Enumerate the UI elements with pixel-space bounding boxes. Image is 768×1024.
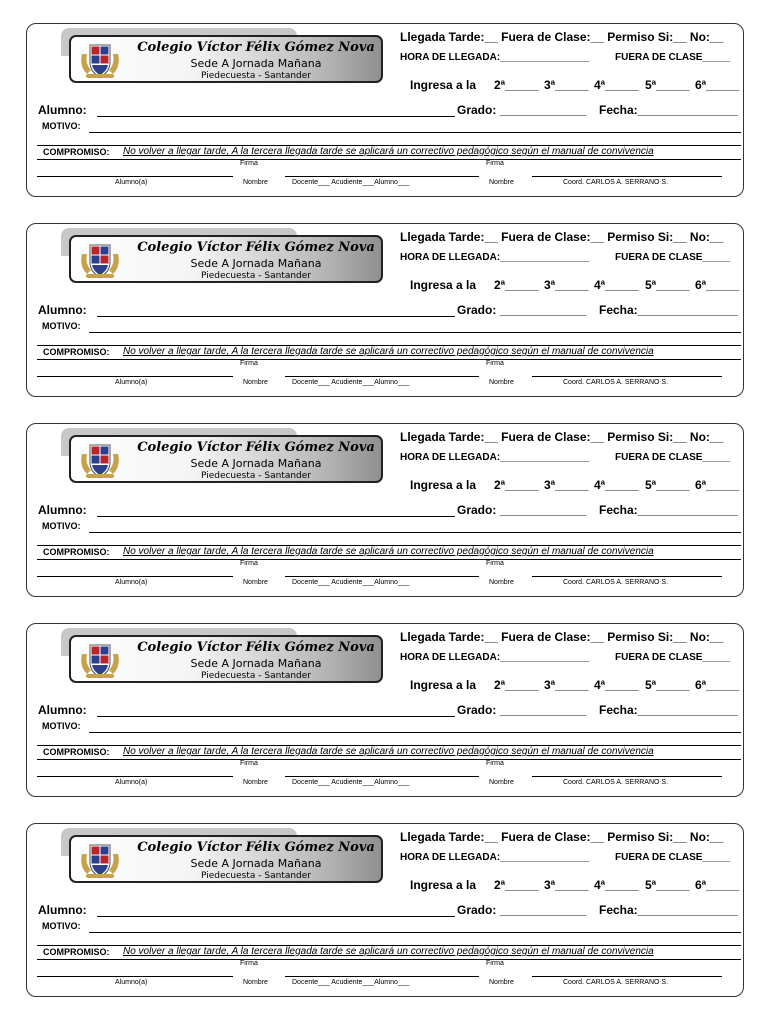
hora-llegada-field: HORA DE LLEGADA:________________ [400, 452, 590, 463]
period-2: 2ª_____ [494, 478, 539, 492]
alumno-name-line [97, 916, 455, 917]
docente-options: Docente___ Acudiente___Alumno___ [292, 979, 410, 986]
tardiness-slip [26, 823, 744, 997]
alumno-signature-label: Alumno(a) [115, 379, 148, 386]
status-options: Llegada Tarde:__ Fuera de Clase:__ Permiso Si:__ No:__ [400, 230, 724, 244]
fuera-de-clase-field: FUERA DE CLASE_____ [615, 852, 731, 863]
ingresa-label: Ingresa a la [410, 678, 477, 692]
school-header [69, 35, 383, 83]
coordinator-name: Coord. CARLOS A. SERRANO S. [563, 179, 669, 186]
fecha-field: Fecha:_______________ [599, 103, 738, 117]
coordinator-name: Coord. CARLOS A. SERRANO S. [563, 579, 669, 586]
motivo-label: MOTIVO: [42, 521, 81, 531]
period-2: 2ª_____ [494, 678, 539, 692]
firma-label-1: Firma [240, 560, 258, 567]
nombre-label-2: Nombre [489, 979, 514, 986]
motivo-line [89, 932, 741, 933]
nombre-label-1: Nombre [243, 179, 268, 186]
nombre-label-2: Nombre [489, 579, 514, 586]
ingresa-label: Ingresa a la [410, 278, 477, 292]
period-3: 3ª_____ [544, 78, 589, 92]
compromiso-label: COMPROMISO: [43, 547, 110, 557]
alumno-signature-label: Alumno(a) [115, 979, 148, 986]
fuera-de-clase-field: FUERA DE CLASE_____ [615, 452, 731, 463]
alumno-signature-line [37, 576, 233, 577]
period-6: 6ª_____ [695, 478, 740, 492]
fuera-de-clase-field: FUERA DE CLASE_____ [615, 652, 731, 663]
coord-signature-line [532, 176, 722, 177]
coordinator-name: Coord. CARLOS A. SERRANO S. [563, 379, 669, 386]
tardiness-slip [26, 423, 744, 597]
docente-options: Docente___ Acudiente___Alumno___ [292, 779, 410, 786]
nombre-label-2: Nombre [489, 779, 514, 786]
compromiso-line [37, 559, 741, 560]
school-name: Colegio Víctor Félix Gómez Nova [137, 440, 375, 455]
alumno-label: Alumno: [38, 703, 87, 717]
school-crest-icon [79, 640, 121, 680]
school-city: Piedecuesta - Santander [200, 671, 312, 681]
alumno-name-line [97, 316, 455, 317]
docente-options: Docente___ Acudiente___Alumno___ [292, 379, 410, 386]
alumno-signature-label: Alumno(a) [115, 579, 148, 586]
nombre-label-1: Nombre [243, 379, 268, 386]
status-options: Llegada Tarde:__ Fuera de Clase:__ Permiso Si:__ No:__ [400, 630, 724, 644]
period-4: 4ª_____ [594, 478, 639, 492]
alumno-name-line [97, 716, 455, 717]
school-sede: Sede A Jornada Mañana [190, 857, 322, 870]
school-city: Piedecuesta - Santander [200, 271, 312, 281]
period-6: 6ª_____ [695, 878, 740, 892]
school-crest-icon [79, 40, 121, 80]
compromiso-label: COMPROMISO: [43, 747, 110, 757]
period-4: 4ª_____ [594, 278, 639, 292]
motivo-line [89, 132, 741, 133]
grado-field: Grado: _____________ [457, 903, 587, 917]
coord-signature-line [532, 376, 722, 377]
fecha-field: Fecha:_______________ [599, 303, 738, 317]
alumno-label: Alumno: [38, 103, 87, 117]
docente-signature-line [285, 176, 479, 177]
period-5: 5ª_____ [645, 478, 690, 492]
school-header [69, 635, 383, 683]
period-3: 3ª_____ [544, 478, 589, 492]
firma-label-2: Firma [486, 960, 504, 967]
docente-options: Docente___ Acudiente___Alumno___ [292, 179, 410, 186]
docente-options: Docente___ Acudiente___Alumno___ [292, 579, 410, 586]
period-3: 3ª_____ [544, 678, 589, 692]
motivo-line [89, 532, 741, 533]
compromiso-line [37, 759, 741, 760]
firma-label-1: Firma [240, 360, 258, 367]
school-name: Colegio Víctor Félix Gómez Nova [137, 240, 375, 255]
motivo-label: MOTIVO: [42, 321, 81, 331]
school-sede: Sede A Jornada Mañana [190, 457, 322, 470]
coord-signature-line [532, 576, 722, 577]
school-header [69, 435, 383, 483]
ingresa-label: Ingresa a la [410, 478, 477, 492]
hora-llegada-field: HORA DE LLEGADA:________________ [400, 852, 590, 863]
period-3: 3ª_____ [544, 878, 589, 892]
school-name: Colegio Víctor Félix Gómez Nova [137, 40, 375, 55]
grado-field: Grado: _____________ [457, 503, 587, 517]
coord-signature-line [532, 776, 722, 777]
ingresa-label: Ingresa a la [410, 878, 477, 892]
fecha-field: Fecha:_______________ [599, 503, 738, 517]
period-6: 6ª_____ [695, 278, 740, 292]
compromiso-line [37, 359, 741, 360]
fecha-field: Fecha:_______________ [599, 703, 738, 717]
coordinator-name: Coord. CARLOS A. SERRANO S. [563, 779, 669, 786]
school-sede: Sede A Jornada Mañana [190, 657, 322, 670]
status-options: Llegada Tarde:__ Fuera de Clase:__ Permiso Si:__ No:__ [400, 30, 724, 44]
period-2: 2ª_____ [494, 78, 539, 92]
status-options: Llegada Tarde:__ Fuera de Clase:__ Permiso Si:__ No:__ [400, 430, 724, 444]
grado-field: Grado: _____________ [457, 303, 587, 317]
period-2: 2ª_____ [494, 278, 539, 292]
alumno-signature-line [37, 176, 233, 177]
period-6: 6ª_____ [695, 678, 740, 692]
coord-signature-line [532, 976, 722, 977]
hora-llegada-field: HORA DE LLEGADA:________________ [400, 652, 590, 663]
compromiso-label: COMPROMISO: [43, 347, 110, 357]
tardiness-slip [26, 223, 744, 397]
school-crest-icon [79, 440, 121, 480]
alumno-label: Alumno: [38, 903, 87, 917]
firma-label-2: Firma [486, 560, 504, 567]
nombre-label-2: Nombre [489, 179, 514, 186]
period-3: 3ª_____ [544, 278, 589, 292]
firma-label-1: Firma [240, 960, 258, 967]
fuera-de-clase-field: FUERA DE CLASE_____ [615, 252, 731, 263]
firma-label-2: Firma [486, 160, 504, 167]
tardiness-slip [26, 623, 744, 797]
school-name: Colegio Víctor Félix Gómez Nova [137, 840, 375, 855]
compromiso-text: No volver a llegar tarde, A la tercera llegada tarde se aplicará un correctivo pedagógico según el manual de convivencia [123, 746, 654, 757]
coordinator-name: Coord. CARLOS A. SERRANO S. [563, 979, 669, 986]
alumno-signature-line [37, 976, 233, 977]
period-5: 5ª_____ [645, 278, 690, 292]
motivo-label: MOTIVO: [42, 921, 81, 931]
school-sede: Sede A Jornada Mañana [190, 57, 322, 70]
firma-label-2: Firma [486, 760, 504, 767]
period-4: 4ª_____ [594, 878, 639, 892]
firma-label-2: Firma [486, 360, 504, 367]
alumno-name-line [97, 116, 455, 117]
hora-llegada-field: HORA DE LLEGADA:________________ [400, 252, 590, 263]
period-4: 4ª_____ [594, 78, 639, 92]
nombre-label-1: Nombre [243, 579, 268, 586]
alumno-signature-label: Alumno(a) [115, 179, 148, 186]
period-2: 2ª_____ [494, 878, 539, 892]
grado-field: Grado: _____________ [457, 703, 587, 717]
motivo-label: MOTIVO: [42, 721, 81, 731]
nombre-label-1: Nombre [243, 979, 268, 986]
firma-label-1: Firma [240, 760, 258, 767]
school-crest-icon [79, 240, 121, 280]
alumno-label: Alumno: [38, 303, 87, 317]
compromiso-line [37, 959, 741, 960]
docente-signature-line [285, 376, 479, 377]
school-name: Colegio Víctor Félix Gómez Nova [137, 640, 375, 655]
fecha-field: Fecha:_______________ [599, 903, 738, 917]
motivo-label: MOTIVO: [42, 121, 81, 131]
compromiso-text: No volver a llegar tarde, A la tercera llegada tarde se aplicará un correctivo pedagógico según el manual de convivencia [123, 346, 654, 357]
tardiness-slip [26, 23, 744, 197]
school-header [69, 235, 383, 283]
ingresa-label: Ingresa a la [410, 78, 477, 92]
alumno-signature-line [37, 376, 233, 377]
fuera-de-clase-field: FUERA DE CLASE_____ [615, 52, 731, 63]
firma-label-1: Firma [240, 160, 258, 167]
docente-signature-line [285, 576, 479, 577]
school-crest-icon [79, 840, 121, 880]
school-sede: Sede A Jornada Mañana [190, 257, 322, 270]
compromiso-label: COMPROMISO: [43, 947, 110, 957]
alumno-signature-line [37, 776, 233, 777]
nombre-label-1: Nombre [243, 779, 268, 786]
compromiso-text: No volver a llegar tarde, A la tercera llegada tarde se aplicará un correctivo pedagógico según el manual de convivencia [123, 946, 654, 957]
compromiso-text: No volver a llegar tarde, A la tercera llegada tarde se aplicará un correctivo pedagógico según el manual de convivencia [123, 146, 654, 157]
period-4: 4ª_____ [594, 678, 639, 692]
compromiso-text: No volver a llegar tarde, A la tercera llegada tarde se aplicará un correctivo pedagógico según el manual de convivencia [123, 546, 654, 557]
period-5: 5ª_____ [645, 78, 690, 92]
alumno-name-line [97, 516, 455, 517]
alumno-label: Alumno: [38, 503, 87, 517]
school-city: Piedecuesta - Santander [200, 471, 312, 481]
period-5: 5ª_____ [645, 678, 690, 692]
compromiso-label: COMPROMISO: [43, 147, 110, 157]
school-header [69, 835, 383, 883]
motivo-line [89, 732, 741, 733]
school-city: Piedecuesta - Santander [200, 71, 312, 81]
compromiso-line [37, 159, 741, 160]
docente-signature-line [285, 776, 479, 777]
alumno-signature-label: Alumno(a) [115, 779, 148, 786]
nombre-label-2: Nombre [489, 379, 514, 386]
school-city: Piedecuesta - Santander [200, 871, 312, 881]
status-options: Llegada Tarde:__ Fuera de Clase:__ Permiso Si:__ No:__ [400, 830, 724, 844]
motivo-line [89, 332, 741, 333]
period-5: 5ª_____ [645, 878, 690, 892]
hora-llegada-field: HORA DE LLEGADA:________________ [400, 52, 590, 63]
grado-field: Grado: _____________ [457, 103, 587, 117]
period-6: 6ª_____ [695, 78, 740, 92]
docente-signature-line [285, 976, 479, 977]
